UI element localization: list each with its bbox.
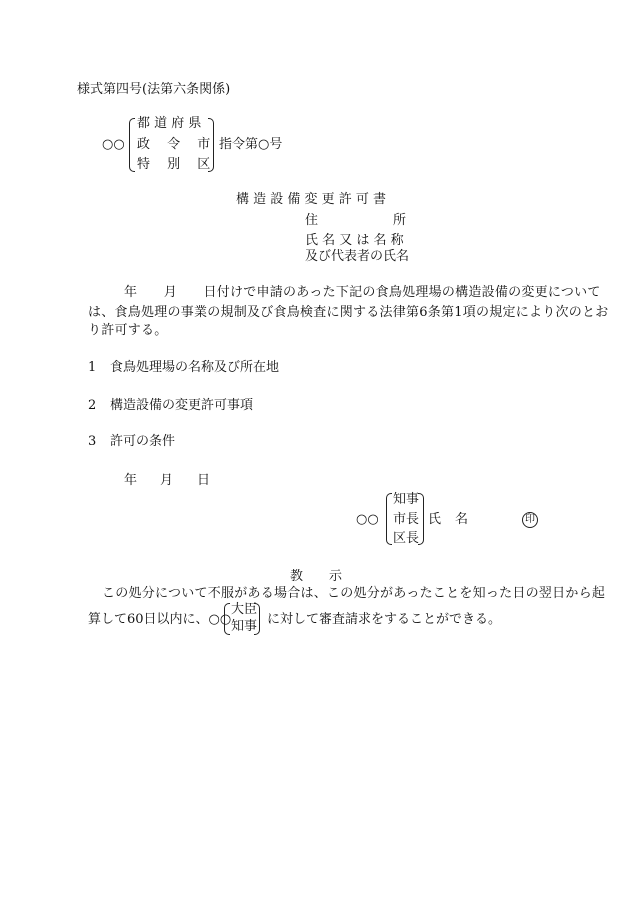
issuer-option: 都 道 府 県: [137, 116, 202, 131]
item-number: 1: [88, 360, 97, 375]
name-label: 氏 名 又 は 名 称: [305, 233, 404, 248]
notice-heading: 教 示: [290, 569, 343, 584]
right-bracket: [418, 493, 424, 545]
left-bracket: [129, 118, 135, 172]
seal-mark: 印: [522, 512, 538, 528]
signer-option: 知事: [393, 492, 420, 507]
address-label: 所: [393, 213, 407, 228]
address-label: 住: [305, 213, 319, 228]
item-text: 構造設備の変更許可事項: [110, 398, 254, 413]
notice-option: 知事: [231, 619, 258, 634]
right-bracket: [254, 603, 260, 635]
date-day: 日: [197, 473, 211, 488]
notice-line: この処分について不服がある場合は、この処分があったことを知った日の翌日から起: [102, 586, 606, 601]
date-year: 年: [124, 473, 138, 488]
representative-label: 及び代表者の氏名: [305, 249, 410, 264]
item-text: 許可の条件: [110, 434, 176, 449]
form-label: 様式第四号(法第六条関係): [77, 82, 231, 97]
signer-name-label: 氏: [428, 512, 442, 527]
item-number: 3: [88, 434, 97, 449]
signer-name-label: 名: [455, 512, 469, 527]
notice-line: 算して60日以内に、○○: [88, 612, 232, 627]
item-text: 食鳥処理場の名称及び所在地: [110, 360, 280, 375]
left-bracket: [386, 493, 392, 545]
issuer-number: 指令第○号: [219, 137, 283, 152]
signer-prefix: ○○: [356, 512, 379, 527]
issuer-option: 特 別 区: [137, 157, 211, 172]
item-number: 2: [88, 398, 97, 413]
signer-option: 区長: [393, 531, 420, 546]
left-bracket: [224, 603, 230, 635]
issuer-option: 政 令 市: [137, 137, 211, 152]
notice-option: 大臣: [231, 602, 258, 617]
date-month: 月: [160, 473, 174, 488]
document-title: 構 造 設 備 変 更 許 可 書: [236, 192, 387, 207]
issuer-prefix: ○○: [102, 137, 125, 152]
signer-option: 市長: [393, 512, 420, 527]
body-line: 年 月 日付けで申請のあった下記の食鳥処理場の構造設備の変更について: [124, 285, 601, 300]
body-line: は、食鳥処理の事業の規制及び食鳥検査に関する法律第6条第1項の規定により次のとお: [88, 305, 609, 320]
right-bracket: [208, 118, 214, 172]
body-line: り許可する。: [88, 323, 168, 338]
notice-line: に対して審査請求をすることができる。: [267, 612, 502, 627]
